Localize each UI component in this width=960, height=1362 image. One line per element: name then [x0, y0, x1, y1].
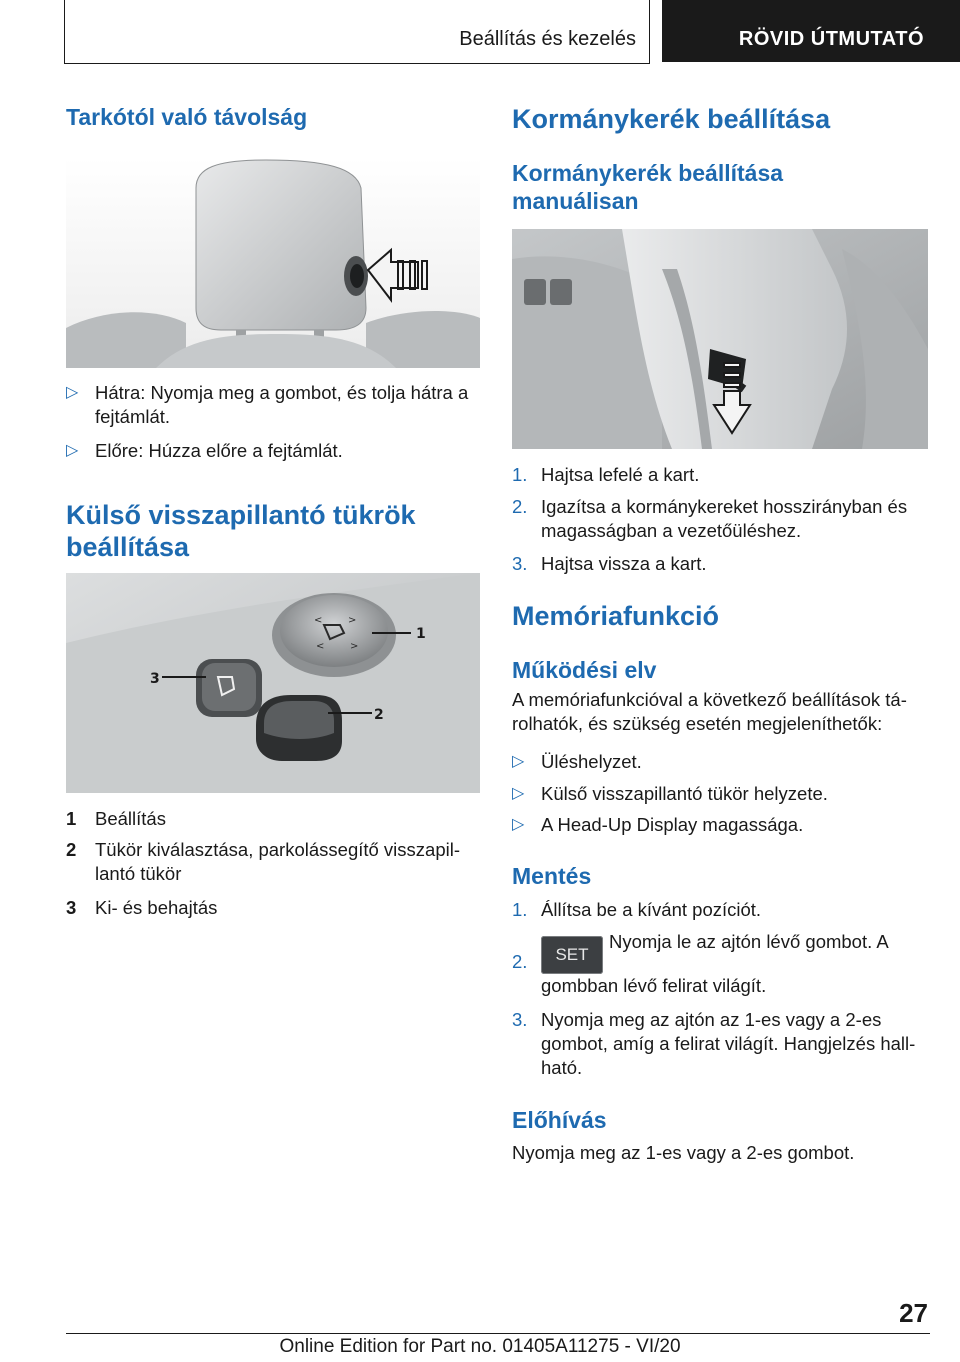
principle-line1: A memóriafunkcióval a következő beállítások tá- — [512, 689, 907, 710]
memory-heading: Memóriafunkció — [512, 601, 720, 631]
step-text-line1: Igazítsa a kormánykereket hosszirányban és — [541, 496, 908, 517]
mirrors-heading-line2: beállítása — [66, 532, 190, 562]
step-text — [541, 495, 941, 543]
step-number: 3. — [512, 1009, 528, 1030]
memory-item-3: A Head-Up Display magassága. — [541, 814, 804, 835]
edition-note: Online Edition for Part no. 01405A11275 - VI/20 — [279, 1336, 681, 1357]
steering-subheading — [512, 159, 783, 215]
step-text-line3: ható. — [541, 1057, 583, 1078]
step-text — [541, 930, 941, 998]
step-number: 3. — [512, 553, 528, 574]
steering-subheading-line1: Kormánykerék beállítása — [512, 160, 784, 186]
step-text: Hajtsa vissza a kart. — [541, 553, 707, 574]
principle-paragraph — [512, 688, 932, 736]
legend-text: Beállítás — [95, 808, 166, 829]
callout-1: 1 — [416, 626, 426, 642]
step-text-line2: gombban lévő felirat világít. — [541, 975, 767, 996]
mirrors-heading — [66, 499, 416, 563]
page-number: 27 — [899, 1298, 928, 1328]
triangle-bullet-icon: ▷ — [512, 785, 525, 802]
legend-number: 3 — [66, 897, 77, 918]
recall-text: Nyomja meg az 1-es vagy a 2-es gombot. — [512, 1142, 855, 1163]
callout-2: 2 — [374, 707, 384, 723]
step-number: 1. — [512, 899, 528, 920]
step-number: 1. — [512, 464, 528, 485]
legend-text — [95, 838, 495, 886]
set-button[interactable]: SET — [541, 936, 603, 974]
step-text-line1: Nyomja le az ajtón lévő gombot. A — [609, 931, 889, 952]
steering-heading: Kormánykerék beállítása — [512, 104, 831, 134]
step-text-line2: gombot, amíg a felirat világít. Hangjelzés hall- — [541, 1033, 916, 1054]
triangle-bullet-icon: ▷ — [66, 442, 79, 459]
step-text-line2: magasságban a vezetőüléshez. — [541, 520, 802, 541]
step-text: Állítsa be a kívánt pozíciót. — [541, 899, 762, 920]
steering-lever-figure — [512, 229, 928, 449]
step-number: 2. — [512, 951, 528, 972]
principle-heading: Működési elv — [512, 657, 657, 683]
legend-number: 2 — [66, 839, 77, 860]
legend-text: Ki- és behajtás — [95, 897, 218, 918]
memory-item-1: Üléshelyzet. — [541, 751, 642, 772]
headrest-item-2: Előre: Húzza előre a fejtámlát. — [95, 440, 343, 461]
mirrors-heading-line1: Külső visszapillantó tükrök — [66, 500, 416, 530]
legend-text-line1: Tükör kiválasztása, parkolássegítő visszapil- — [95, 839, 461, 860]
svg-text:>: > — [348, 615, 357, 626]
steering-subheading-line2: manuálisan — [512, 188, 639, 214]
triangle-bullet-icon: ▷ — [512, 753, 525, 770]
memory-item-2: Külső visszapillantó tükör helyzete. — [541, 783, 828, 804]
svg-text:<: < — [316, 641, 325, 652]
legend-number: 1 — [66, 808, 77, 829]
step-number: 2. — [512, 496, 528, 517]
chapter-tab-label: RÖVID ÚTMUTATÓ — [738, 28, 924, 50]
save-heading: Mentés — [512, 863, 592, 889]
headrest-item-1: Hátra: Nyomja meg a gombot, és tolja hátra a fejtámlát. — [95, 382, 469, 427]
legend-text-line2: lantó tükör — [95, 863, 182, 884]
callout-3: 3 — [150, 671, 160, 687]
triangle-bullet-icon: ▷ — [66, 384, 79, 401]
step-text — [541, 1008, 941, 1080]
recall-heading: Előhívás — [512, 1107, 607, 1133]
headrest-heading: Tarkótól való távolság — [66, 104, 308, 130]
principle-line2: rolhatók, és szükség esetén megjeleníthetők: — [512, 713, 883, 734]
footer-divider — [66, 1333, 930, 1334]
step-text: Hajtsa lefelé a kart. — [541, 464, 700, 485]
mirror-control-figure — [66, 573, 480, 793]
triangle-bullet-icon: ▷ — [512, 816, 525, 833]
section-title: Beállítás és kezelés — [459, 28, 636, 50]
svg-text:>: > — [350, 641, 359, 652]
svg-text:<: < — [314, 615, 323, 626]
step-text-line1: Nyomja meg az ajtón az 1-es vagy a 2-es — [541, 1009, 882, 1030]
headrest-figure — [66, 158, 480, 368]
chapter-tab[interactable] — [662, 0, 960, 62]
section-header — [0, 0, 650, 62]
